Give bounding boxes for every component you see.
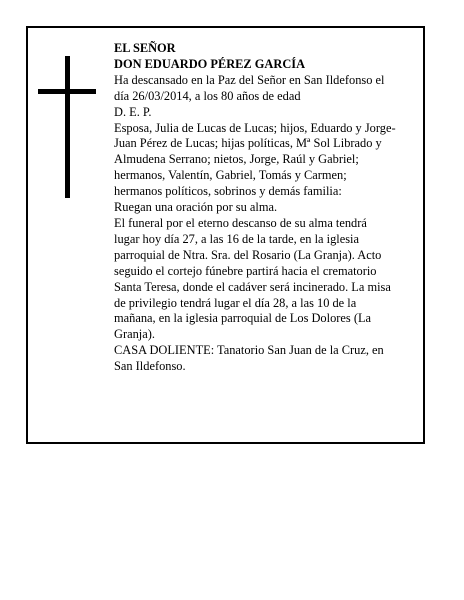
notice-line: Ruegan una oración por su alma. <box>114 200 278 215</box>
notice-line: parroquial de Ntra. Sra. del Rosario (La Granja). Acto <box>114 247 382 262</box>
notice-line: Granja). <box>114 327 155 342</box>
notice-line: lugar hoy día 27, a las 16 de la tarde, en la iglesia <box>114 231 359 246</box>
notice-line: CASA DOLIENTE: Tanatorio San Juan de la Cruz, en <box>114 343 384 358</box>
notice-line: Esposa, Julia de Lucas de Lucas; hijos, Eduardo y Jorge- <box>114 120 396 135</box>
notice-line: hermanos políticos, sobrinos y demás familia: <box>114 184 342 199</box>
notice-title-line: EL SEÑOR <box>114 41 176 55</box>
cross-horizontal-bar <box>38 89 96 94</box>
notice-line: Santa Teresa, donde el cadáver será incinerado. La misa <box>114 279 391 294</box>
notice-line: de privilegio tendrá lugar el día 28, a las 10 de la <box>114 295 357 310</box>
notice-line: Ha descansado en la Paz del Señor en San Ildefonso el <box>114 72 385 87</box>
cross-vertical-bar <box>65 56 70 198</box>
notice-line: día 26/03/2014, a los 80 años de edad <box>114 88 301 103</box>
notice-line: D. E. P. <box>114 104 152 119</box>
notice-line: El funeral por el eterno descanso de su alma tendrá <box>114 215 367 230</box>
cross-icon <box>38 56 96 198</box>
obituary-notice <box>26 26 425 444</box>
notice-line: Juan Pérez de Lucas; hijas políticas, Mª Sol Librado y <box>114 136 382 151</box>
notice-line: Almudena Serrano; nietos, Jorge, Raúl y Gabriel; <box>114 152 359 167</box>
deceased-name: DON EDUARDO PÉREZ GARCÍA <box>114 56 306 71</box>
notice-text <box>114 41 424 375</box>
notice-line: mañana, en la iglesia parroquial de Los Dolores (La <box>114 311 372 326</box>
notice-line: seguido el cortejo fúnebre partirá hacia el crematorio <box>114 263 377 278</box>
notice-line: San Ildefonso. <box>114 359 186 374</box>
notice-line: hermanos, Valentín, Gabriel, Tomás y Carmen; <box>114 168 347 183</box>
